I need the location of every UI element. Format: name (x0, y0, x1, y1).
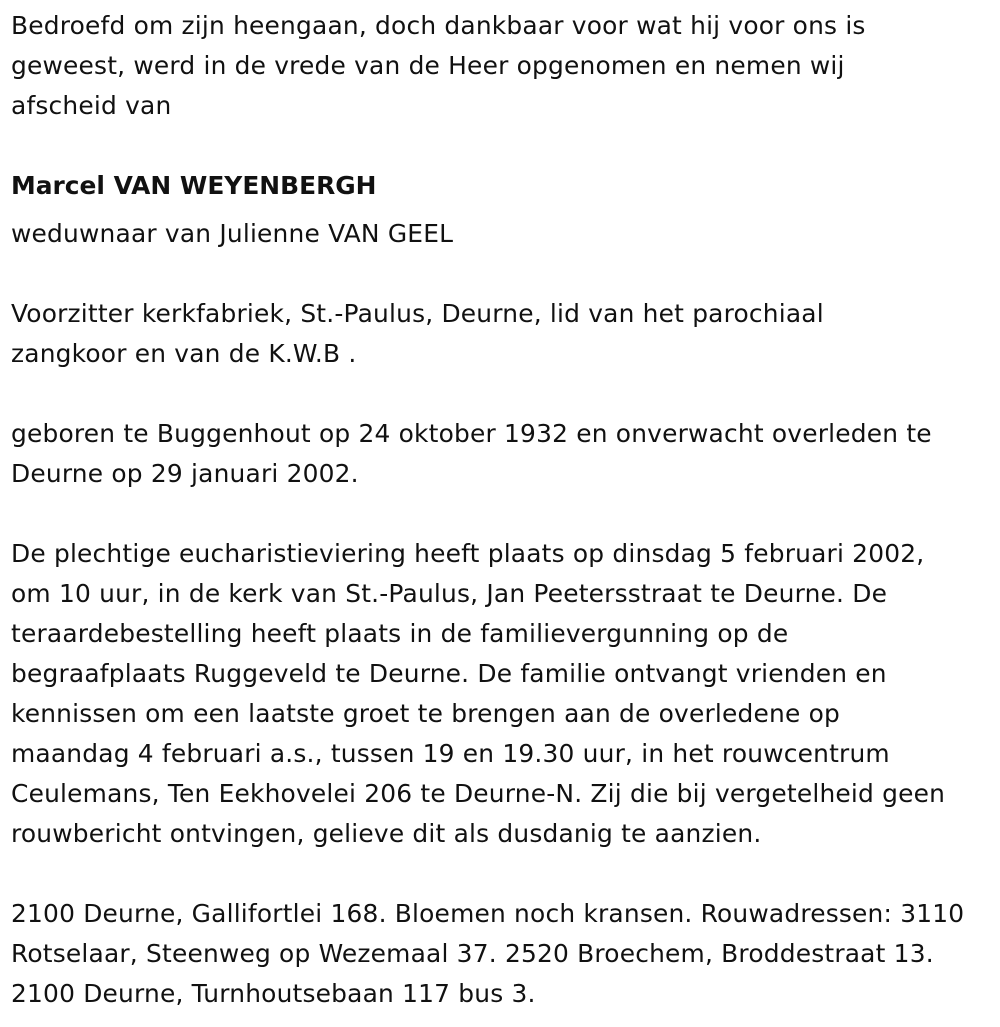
ceremony-line: De plechtige eucharistieviering heeft plaats op dinsdag 5 februari 2002, (11, 539, 925, 568)
ceremony-line: maandag 4 februari a.s., tussen 19 en 19.30 uur, in het rouwcentrum (11, 739, 890, 768)
roles-paragraph (11, 294, 996, 374)
spacer (11, 374, 996, 414)
roles-line: zangkoor en van de K.W.B . (11, 339, 357, 368)
addresses-paragraph (11, 894, 996, 1014)
intro-line: Bedroefd om zijn heengaan, doch dankbaar voor wat hij voor ons is (11, 11, 866, 40)
spacer (11, 854, 996, 894)
spouse-line: weduwnaar van Julienne VAN GEEL (11, 219, 454, 248)
address-line: 2100 Deurne, Turnhoutsebaan 117 bus 3. (11, 979, 536, 1008)
intro-line: afscheid van (11, 91, 172, 120)
ceremony-paragraph (11, 534, 996, 854)
ceremony-line: Ceulemans, Ten Eekhovelei 206 te Deurne-N. Zij die bij vergetelheid geen (11, 779, 946, 808)
birth-death-paragraph (11, 414, 996, 494)
deceased-name: Marcel VAN WEYENBERGH (11, 171, 377, 200)
ceremony-line: om 10 uur, in de kerk van St.-Paulus, Jan Peetersstraat te Deurne. De (11, 579, 888, 608)
birth-death-line: Deurne op 29 januari 2002. (11, 459, 359, 488)
obituary-document (11, 6, 996, 1014)
deceased-block (11, 166, 996, 254)
roles-line: Voorzitter kerkfabriek, St.-Paulus, Deurne, lid van het parochiaal (11, 299, 824, 328)
spacer (11, 126, 996, 166)
birth-death-line: geboren te Buggenhout op 24 oktober 1932 en onverwacht overleden te (11, 419, 932, 448)
spacer (11, 254, 996, 294)
ceremony-line: teraardebestelling heeft plaats in de familievergunning op de (11, 619, 789, 648)
ceremony-line: kennissen om een laatste groet te brengen aan de overledene op (11, 699, 840, 728)
intro-line: geweest, werd in de vrede van de Heer opgenomen en nemen wij (11, 51, 845, 80)
ceremony-line: begraafplaats Ruggeveld te Deurne. De familie ontvangt vrienden en (11, 659, 887, 688)
intro-paragraph (11, 6, 996, 126)
address-line: 2100 Deurne, Gallifortlei 168. Bloemen noch kransen. Rouwadressen: 3110 (11, 899, 965, 928)
spacer (11, 494, 996, 534)
address-line: Rotselaar, Steenweg op Wezemaal 37. 2520 Broechem, Broddestraat 13. (11, 939, 934, 968)
ceremony-line: rouwbericht ontvingen, gelieve dit als dusdanig te aanzien. (11, 819, 762, 848)
